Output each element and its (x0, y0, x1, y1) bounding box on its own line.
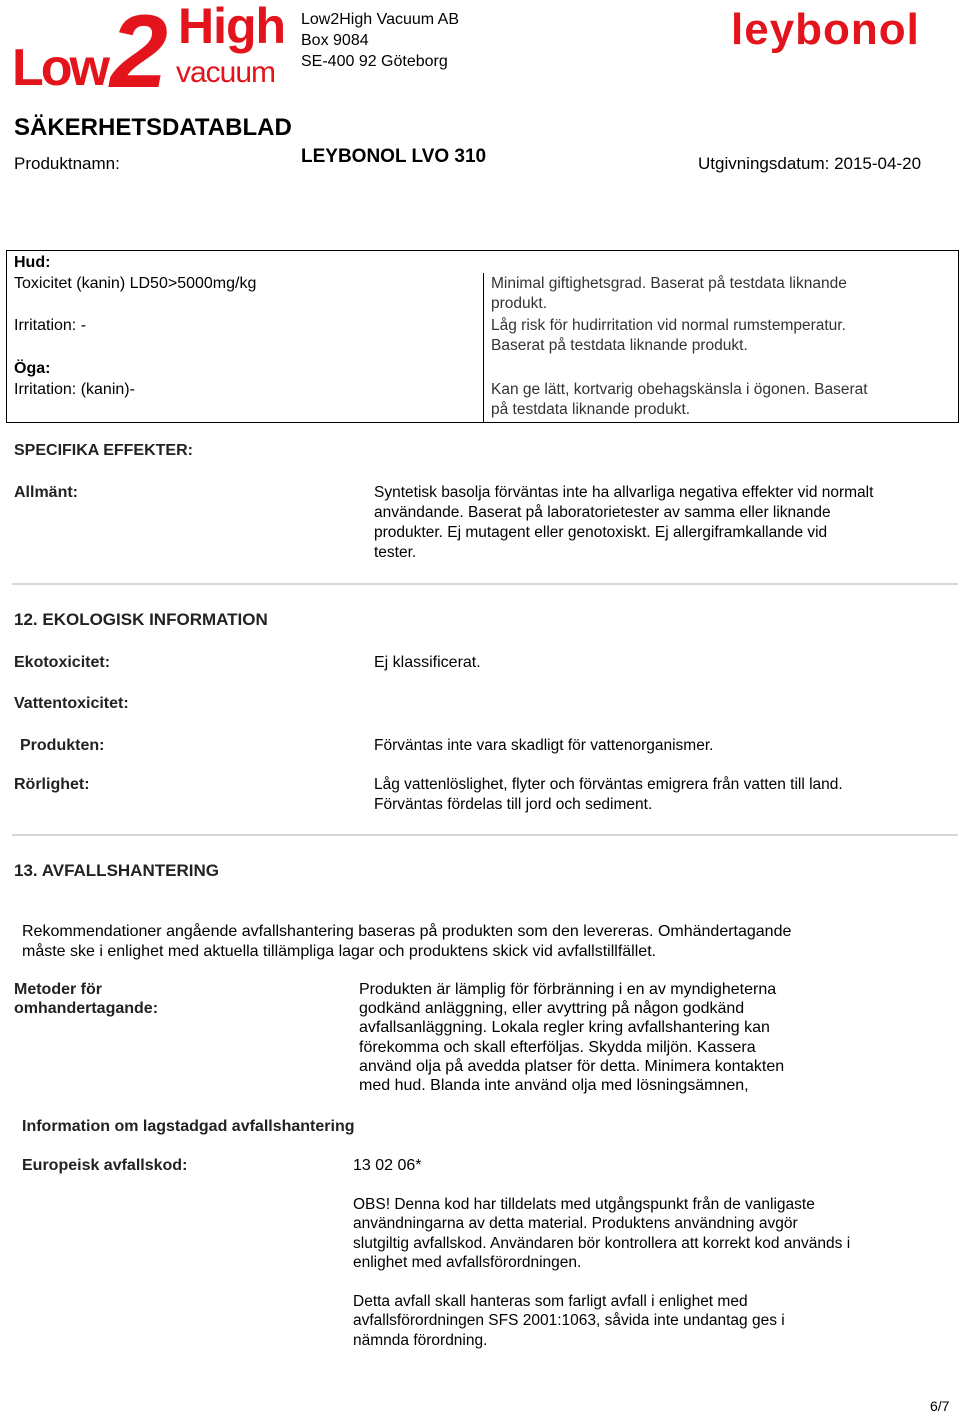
section-divider (12, 834, 958, 836)
general-text-line: användande. Baserat på laboratorietester av samma eller liknande (374, 504, 831, 521)
skin-irritation-text-line: Baserat på testdata liknande produkt. (491, 337, 748, 354)
hazard-note-line: avfallsförordningen SFS 2001:1063, såvida inte undantag ges i (353, 1312, 785, 1329)
specific-effects-heading: SPECIFIKA EFFEKTER: (14, 442, 193, 459)
obs-note-line: användningarna av detta material. Produktens användning avgör (353, 1215, 798, 1232)
general-text-line: tester. (374, 544, 417, 561)
obs-note-line: slutgiltig avfallskod. Användaren bör kontrollera att korrekt kod används i (353, 1235, 851, 1252)
product-name: LEYBONOL LVO 310 (301, 146, 487, 167)
disposal-methods-line: godkänd anläggning, eller avyttring på någon godkänd (359, 1000, 745, 1017)
issue-date: Utgivningsdatum: 2015-04-20 (698, 154, 922, 173)
disposal-intro-line: måste ske i enlighet med aktuella tillämpliga lagar och produktens skick vid avfallstillfället. (22, 943, 657, 960)
disposal-methods-line: Produkten är lämplig för förbränning i en av myndigheterna (359, 981, 777, 998)
logo-vacuum-text: vacuum (176, 56, 276, 89)
legal-disposal-heading: Information om lagstadgad avfallshantering (22, 1118, 355, 1135)
logo-high-text: High (178, 0, 286, 54)
obs-note-line: OBS! Denna kod har tilldelats med utgångspunkt från de vanligaste (353, 1196, 815, 1213)
aquatic-toxicity-label: Vattentoxicitet: (14, 695, 129, 712)
disposal-methods-line: avfallsanläggning. Lokala regler kring avfallshantering kan (359, 1019, 770, 1036)
obs-note-line: enlighet med avfallsförordningen. (353, 1254, 582, 1271)
skin-toxicity-text-line: produkt. (491, 295, 548, 312)
ecotoxicity-label: Ekotoxicitet: (14, 654, 111, 671)
european-waste-code-value: 13 02 06* (353, 1157, 422, 1174)
document-title: SÄKERHETSDATABLAD (14, 114, 292, 141)
company-box: Box 9084 (301, 32, 369, 49)
logo-low-text: Low (12, 39, 107, 97)
disposal-methods-line: förekomma och skall efterföljas. Skydda miljön. Kassera (359, 1039, 756, 1056)
disposal-methods-label: omhandertagande: (14, 1000, 159, 1017)
skin-toxicity-label: Toxicitet (kanin) LD50>5000mg/kg (14, 275, 257, 292)
eye-heading: Öga: (14, 360, 51, 377)
product-aquatic-label: Produkten: (20, 737, 105, 754)
eye-irritation-label: Irritation: (kanin)- (14, 381, 135, 398)
skin-heading: Hud: (14, 254, 51, 271)
general-text-line: produkter. Ej mutagent eller genotoxiskt. Ej allergiframkallande vid (374, 524, 828, 541)
section-divider (12, 583, 958, 585)
product-name-label: Produktnamn: (14, 154, 120, 173)
table-column-divider (483, 273, 484, 423)
product-aquatic-value: Förväntas inte vara skadligt för vattenorganismer. (374, 737, 714, 754)
ecotoxicity-value: Ej klassificerat. (374, 654, 481, 671)
section-12-heading: 12. EKOLOGISK INFORMATION (14, 610, 268, 629)
disposal-methods-line: med hud. Blanda inte använd olja med lösningsämnen, (359, 1077, 749, 1094)
disposal-intro-line: Rekommendationer angående avfallshantering baseras på produkten som den levereras. Omhändertagande (22, 923, 792, 940)
mobility-text-line: Låg vattenlöslighet, flyter och förväntas emigrera från vatten till land. (374, 776, 843, 793)
company-city: SE-400 92 Göteborg (301, 53, 448, 70)
skin-irritation-label: Irritation: - (14, 317, 87, 334)
disposal-methods-line: använd olja på avedda platser för detta. Minimera kontakten (359, 1058, 785, 1075)
mobility-text-line: Förväntas fördelas till jord och sediment. (374, 796, 653, 813)
hazard-note-line: nämnda förordning. (353, 1332, 488, 1349)
hazard-note-line: Detta avfall skall hanteras som farligt avfall i enlighet med (353, 1293, 748, 1310)
disposal-methods-label: Metoder för (14, 981, 102, 998)
page-number: 6/7 (930, 1398, 950, 1414)
logo-two-text: 2 (110, 0, 164, 110)
general-label: Allmänt: (14, 484, 78, 501)
mobility-label: Rörlighet: (14, 776, 90, 793)
section-13-heading: 13. AVFALLSHANTERING (14, 861, 219, 880)
skin-toxicity-text-line: Minimal giftighetsgrad. Baserat på testdata liknande (491, 275, 847, 292)
eye-irritation-text-line: på testdata liknande produkt. (491, 401, 691, 418)
company-name: Low2High Vacuum AB (301, 11, 460, 28)
skin-irritation-text-line: Låg risk för hudirritation vid normal rumstemperatur. (491, 317, 846, 334)
general-text-line: Syntetisk basolja förväntas inte ha allvarliga negativa effekter vid normalt (374, 484, 874, 501)
brand-logo: leybonol (731, 5, 920, 54)
eye-irritation-text-line: Kan ge lätt, kortvarig obehagskänsla i ögonen. Baserat (491, 381, 868, 398)
european-waste-code-label: Europeisk avfallskod: (22, 1157, 188, 1174)
